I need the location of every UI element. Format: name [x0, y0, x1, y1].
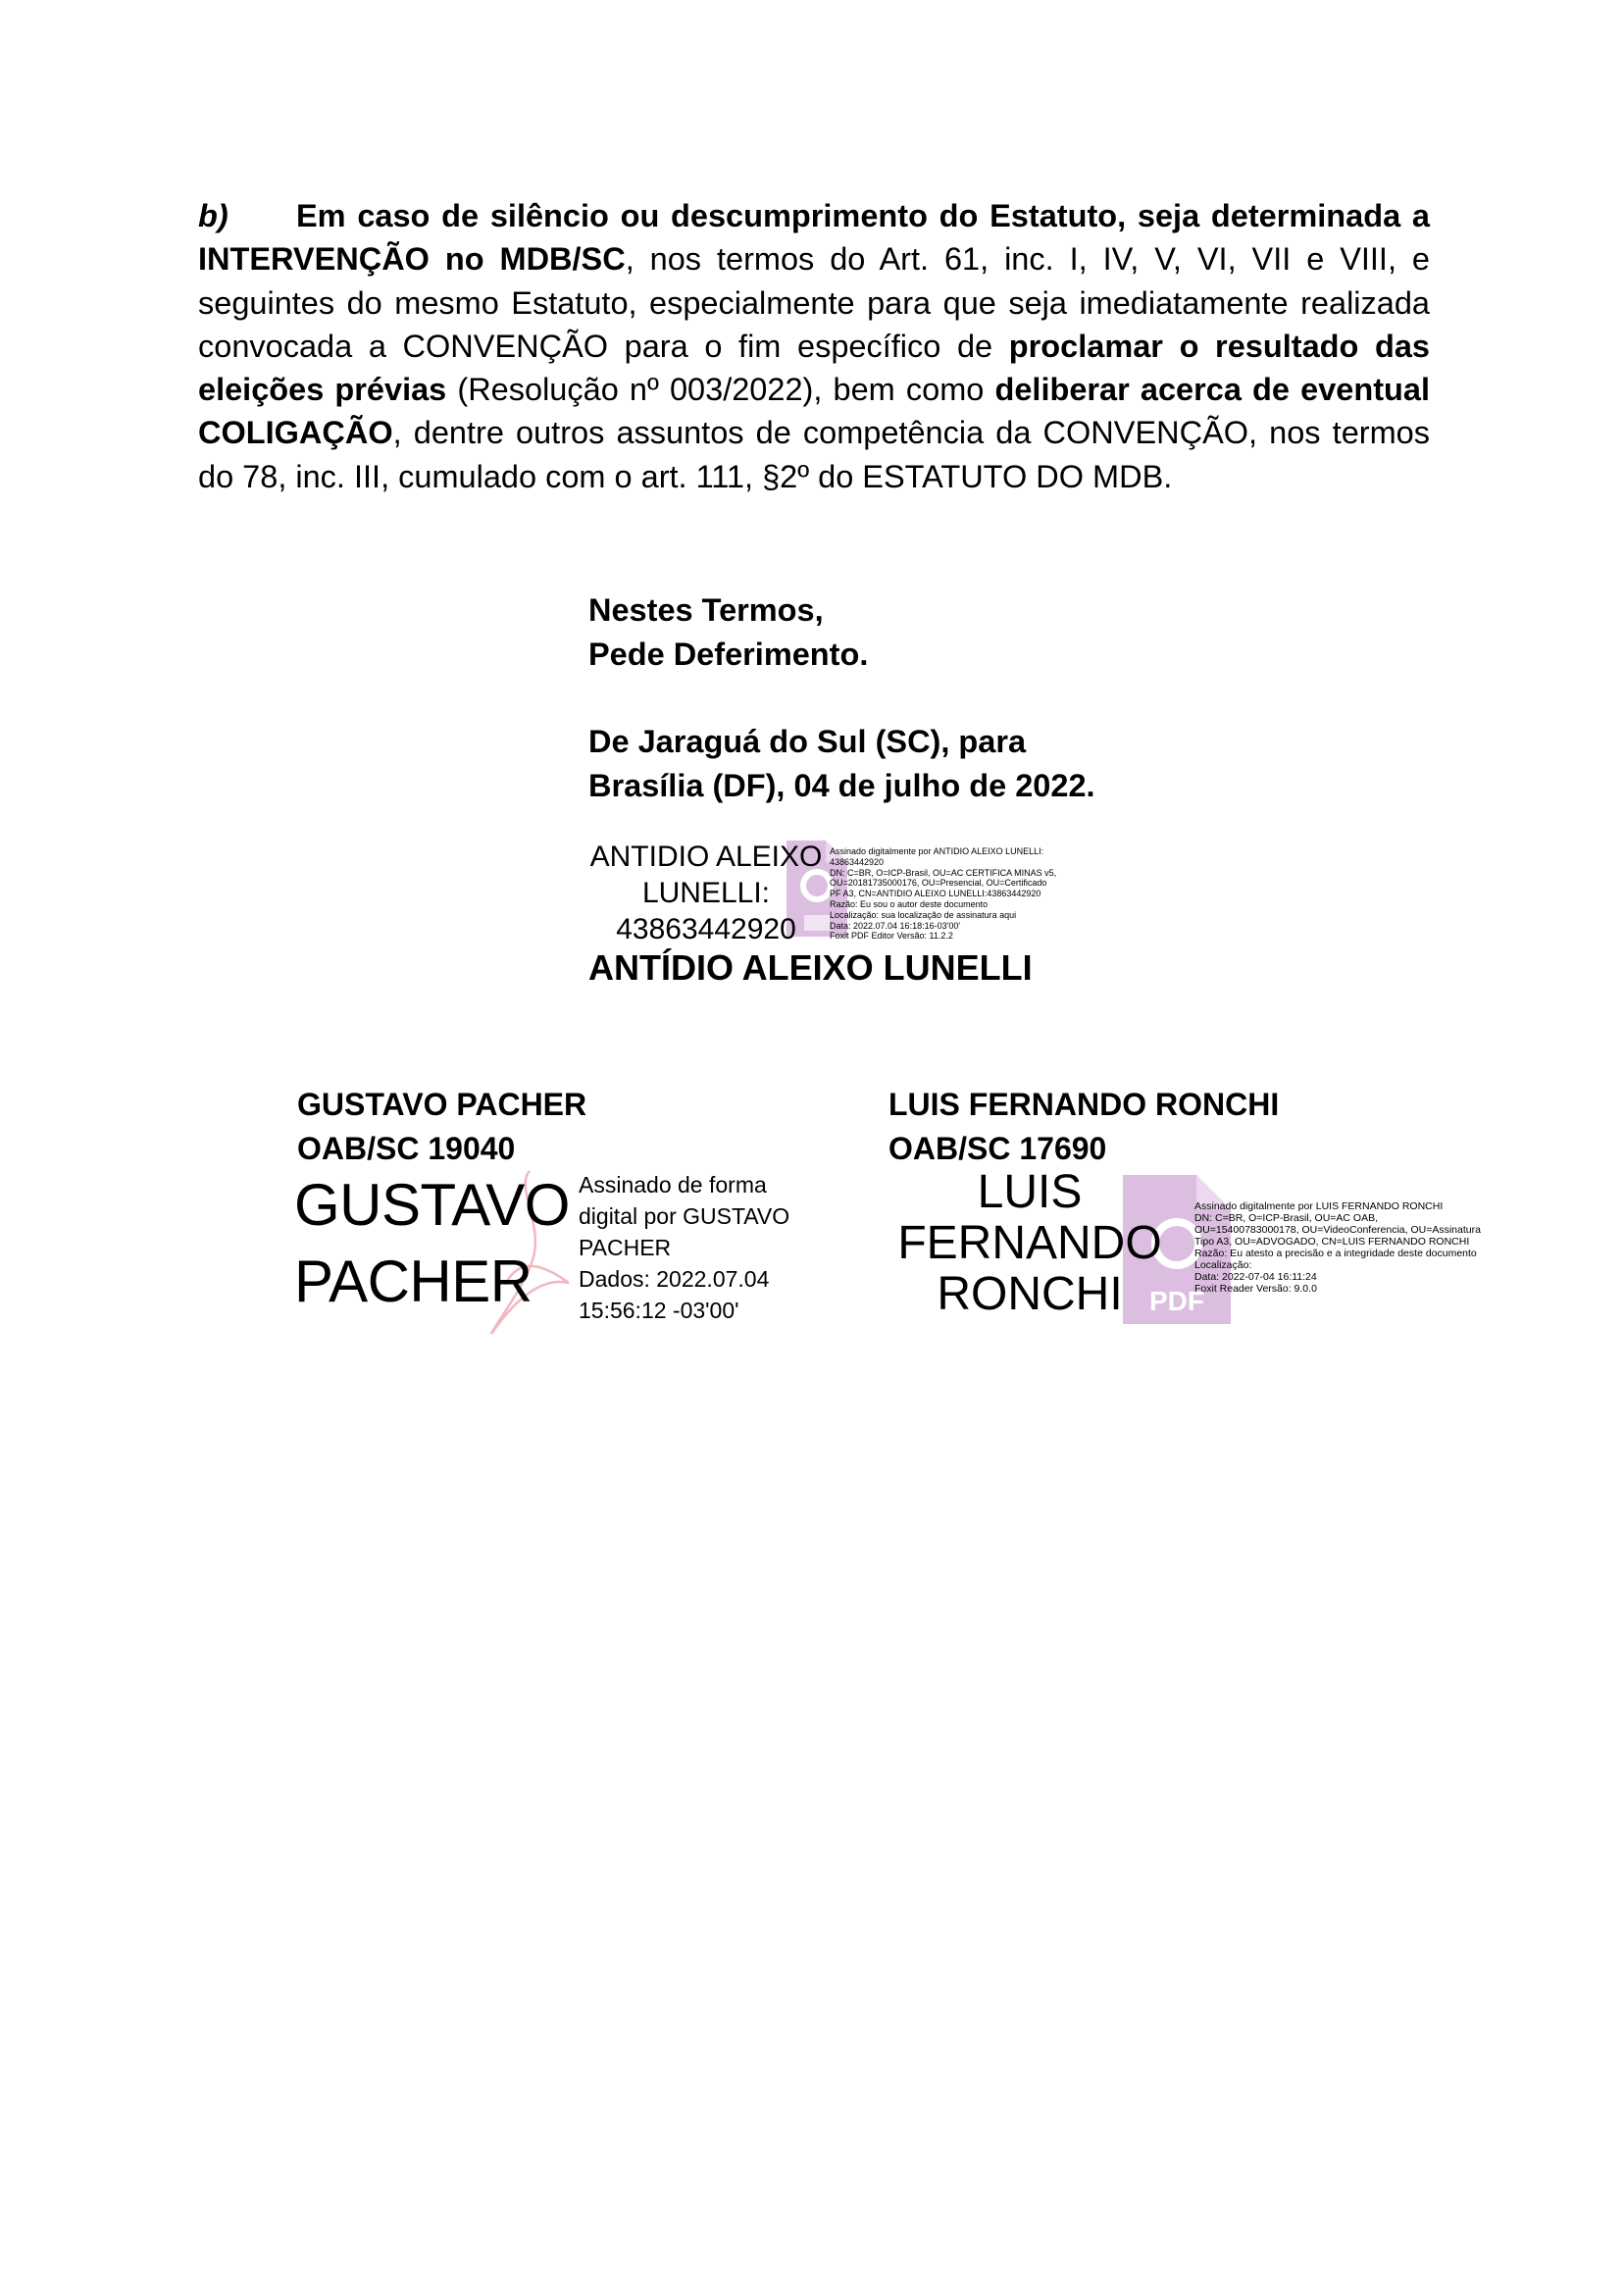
- sig-small-line: 15:56:12 -03'00': [579, 1298, 739, 1323]
- sig-detail-line: 43863442920: [830, 856, 885, 867]
- sig-big-name: [294, 1167, 570, 1320]
- sig-big-line-2: FERNANDO: [897, 1217, 1162, 1269]
- text-segment-2: (Resolução nº 003/2022), bem como: [446, 372, 995, 408]
- text-segment-3: , dentre outros assuntos de competência da CONVENÇÃO, nos termos do 78, inc. III, cumulado com o art. 111, §2º do ESTATUTO DO MDB.: [198, 415, 1430, 494]
- sig-big-name: [883, 1167, 1177, 1320]
- sig-detail-line: OU=15400783000178, OU=VideoConferencia, OU=Assinatura: [1194, 1224, 1481, 1236]
- sig-detail-line: Assinado digitalmente por LUIS FERNANDO RONCHI: [1194, 1200, 1444, 1212]
- date-line: Brasília (DF), 04 de julho de 2022.: [588, 768, 1095, 803]
- place-date: [588, 720, 1095, 808]
- sig-detail-line: Localização: sua localização de assinatura aqui: [830, 909, 1017, 920]
- sig-detail-line: Razão: Eu atesto a precisão e a integridade deste documento: [1194, 1248, 1477, 1259]
- sig-detail-line: Data: 2022-07-04 16:11:24: [1194, 1271, 1317, 1283]
- sig-detail-line: Razão: Eu sou o autor deste documento: [830, 898, 989, 909]
- bold-proclaim-result: proclamar o resultado das eleições prévias: [198, 328, 1430, 408]
- sig-big-line-3: RONCHI: [937, 1268, 1123, 1320]
- sig-detail-line: OU=20181735000176, OU=Presencial, OU=Certificado: [830, 878, 1047, 889]
- lawyer-left-header: [297, 1083, 586, 1171]
- bold-intervention-request: Em caso de silêncio ou descumprimento do Estatuto, seja determinada a INTERVENÇÃO no MDB/SC: [198, 198, 1430, 278]
- signature-details: [1194, 1200, 1481, 1295]
- signature-gustavo: [294, 1167, 824, 1344]
- lawyer-right-header: [888, 1083, 1279, 1171]
- pdf-logo-text: PDF: [1149, 1286, 1204, 1316]
- sig-detail-line: Tipo A3, OU=ADVOGADO, CN=LUIS FERNANDO RONCHI: [1194, 1236, 1470, 1248]
- lawyer-right-name: LUIS FERNANDO RONCHI: [888, 1087, 1280, 1122]
- sig-small-line: Assinado de forma: [579, 1172, 767, 1198]
- place-line: De Jaraguá do Sul (SC), para: [588, 724, 1027, 759]
- signer-name-stack: [579, 839, 834, 947]
- bold-deliberate-coalition: deliberar acerca de eventual COLIGAÇÃO: [198, 372, 1430, 451]
- sig-small-line: Dados: 2022.07.04: [579, 1266, 770, 1292]
- sig-small-line: digital por GUSTAVO: [579, 1203, 790, 1229]
- sig-detail-line: Foxit Reader Versão: 9.0.0: [1194, 1283, 1317, 1295]
- signer-name-line-2: LUNELLI:: [641, 877, 771, 909]
- sig-detail-line: Data: 2022.07.04 16:18:16-03'00': [830, 920, 961, 931]
- signer-name-line-3: 43863442920: [616, 913, 796, 945]
- closing-line-2: Pede Deferimento.: [588, 637, 869, 672]
- closing-line-1: Nestes Termos,: [588, 592, 824, 628]
- item-label: b): [198, 198, 228, 233]
- lawyer-right-oab: OAB/SC 17690: [888, 1131, 1107, 1166]
- sig-detail-line: PF A3, CN=ANTIDIO ALEIXO LUNELLI:43863442920: [830, 889, 1041, 899]
- sig-big-line-1: GUSTAVO: [294, 1172, 570, 1238]
- signature-ronchi: [883, 1167, 1510, 1334]
- sig-detail-line: Foxit PDF Editor Versão: 11.2.2: [830, 931, 953, 942]
- closing-formula: [588, 588, 868, 677]
- petition-paragraph-b: [198, 194, 1430, 498]
- sig-detail-line: Localização:: [1194, 1259, 1252, 1271]
- signature-antidio: [579, 839, 1089, 946]
- lawyer-left-name: GUSTAVO PACHER: [297, 1087, 587, 1122]
- sig-small-line: PACHER: [579, 1235, 672, 1260]
- sig-detail-line: DN: C=BR, O=ICP-Brasil, OU=AC CERTIFICA MINAS v5,: [830, 867, 1057, 878]
- sig-big-line-1: LUIS: [977, 1166, 1083, 1218]
- lawyer-left-oab: OAB/SC 19040: [297, 1131, 516, 1166]
- signature-details: [830, 846, 1056, 942]
- sig-big-line-2: PACHER: [294, 1249, 533, 1314]
- signer-printed-name: ANTÍDIO ALEIXO LUNELLI: [588, 947, 1033, 988]
- signer-name-line-1: ANTIDIO ALEIXO: [589, 841, 823, 873]
- sig-detail-line: Assinado digitalmente por ANTIDIO ALEIXO LUNELLI:: [830, 846, 1044, 856]
- sig-small-details: [579, 1169, 789, 1326]
- sig-detail-line: DN: C=BR, O=ICP-Brasil, OU=AC OAB,: [1194, 1212, 1379, 1224]
- text-segment-1: , nos termos do Art. 61, inc. I, IV, V, VI, VII e VIII, e seguintes do mesmo Estatuto, especialmente para que seja imediatamente realizada convocada a CONVENÇÃO para o fim específico de: [198, 241, 1430, 364]
